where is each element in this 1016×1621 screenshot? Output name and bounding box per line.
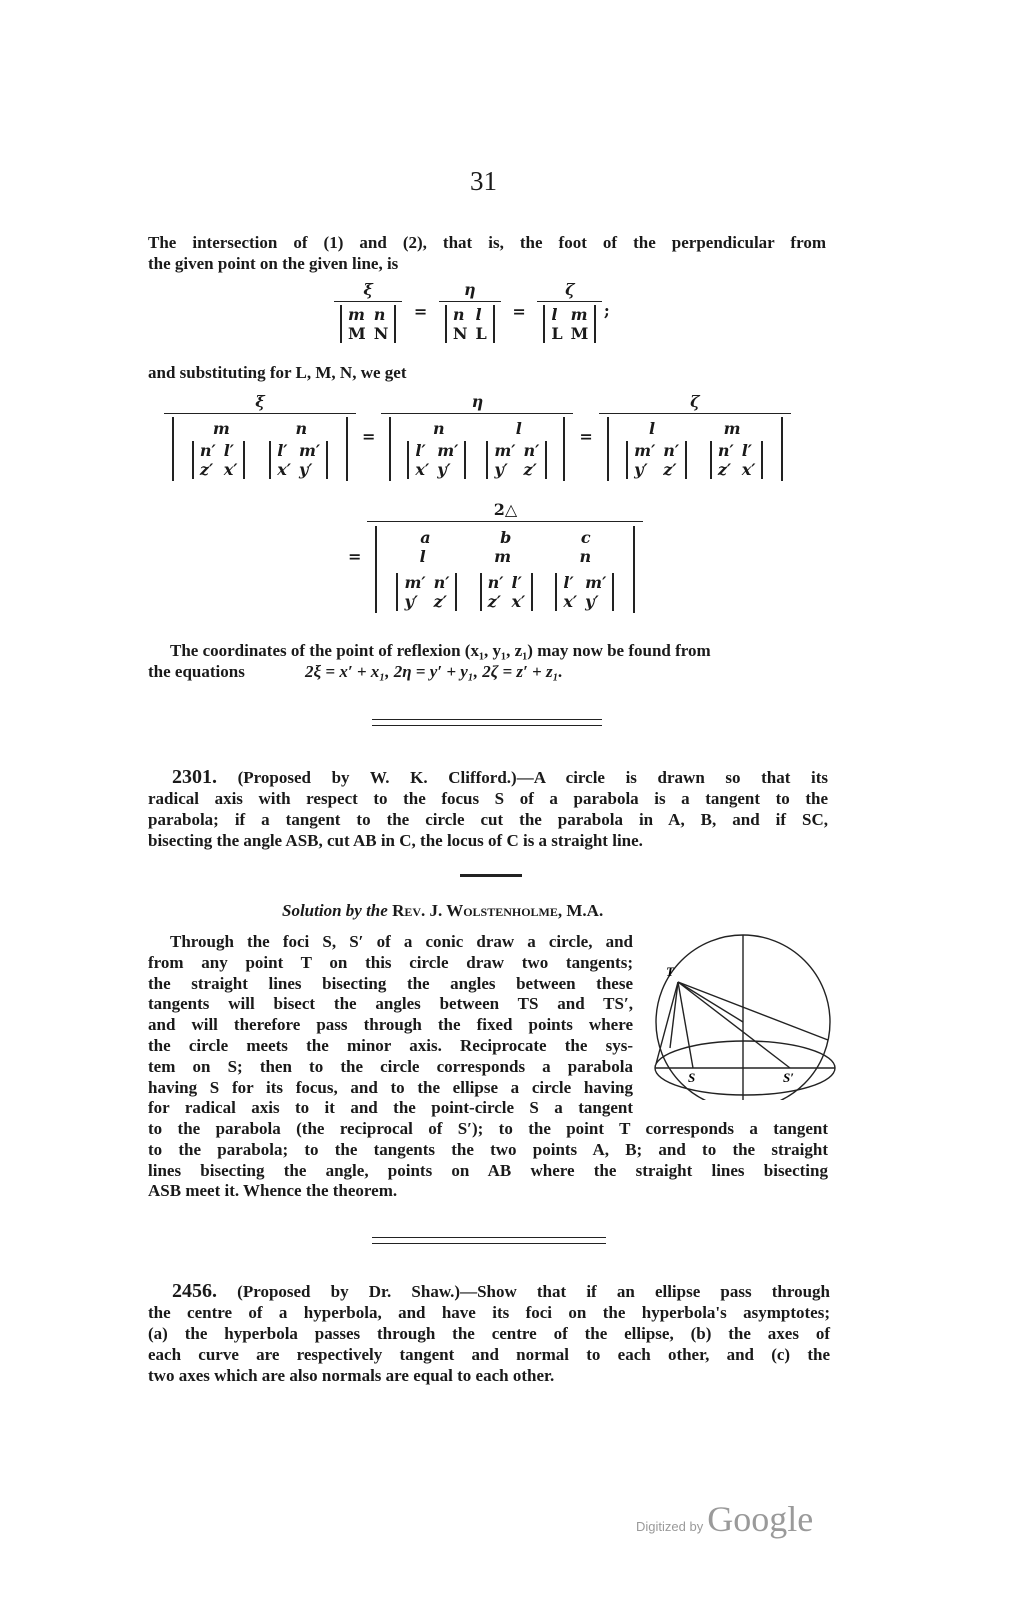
q2456-line: two axes which are also normals are equal to each other. [148, 1366, 555, 1385]
q2301-line: 2301. (Proposed by W. K. Clifford.)—A circle is drawn so that its [172, 766, 829, 788]
solution-line: having S for its focus, and to the ellipse a circle having [148, 1077, 633, 1097]
entry: n′ [433, 573, 450, 592]
figure-label-s: S [688, 1070, 696, 1085]
numerator: ζ [599, 392, 791, 414]
q2301-line: bisecting the angle ASB, cut AB in C, the locus of C is a straight line. [148, 831, 643, 850]
entry: y′ [585, 592, 599, 611]
entry: z′ [663, 460, 677, 479]
entry: y′ [634, 460, 648, 479]
formula-2 [168, 392, 787, 481]
fraction [168, 392, 352, 481]
entry: n′ [717, 441, 734, 460]
q2456-line: the centre of a hyperbola, and have its foci on the hyperbola's asymptotes; [148, 1303, 830, 1322]
short-divider [460, 874, 522, 877]
entry: n′ [199, 441, 216, 460]
solution-line: the circle meets the minor axis. Reciprocate the sys- [148, 1036, 633, 1055]
entry: x′ [563, 592, 578, 611]
entry: l′ [223, 441, 235, 460]
page-number: 31 [470, 166, 497, 196]
entry: m′ [404, 573, 426, 592]
entry: l′ [741, 441, 752, 460]
formula-1: ξ m n M N = η n l N L = ζ l m L M ; [338, 280, 610, 343]
sub-determinant [396, 573, 457, 611]
entry: n [432, 419, 445, 438]
divider [372, 725, 602, 726]
conic-figure [640, 930, 840, 1100]
formula-2-denominator: = 2△ a b c l m n m′ n′ y′ z′ n′ l′ z′ x′ l′ m′ x′ y′ [338, 500, 639, 613]
fraction [385, 392, 569, 481]
determinant [389, 417, 565, 481]
entry: l [649, 419, 656, 438]
sub-determinant [407, 441, 466, 479]
entry: y′ [404, 592, 418, 611]
entry: m′ [585, 573, 607, 592]
entry: y′ [437, 460, 451, 479]
sub-determinant [626, 441, 687, 479]
entry: z′ [523, 460, 537, 479]
numerator: ξ [164, 392, 356, 414]
entry: m′ [437, 441, 459, 460]
figure-label-s-prime: S′ [783, 1070, 794, 1085]
divider [372, 1237, 606, 1238]
entry: m [723, 419, 741, 438]
determinant [172, 417, 348, 481]
sub-determinant [555, 573, 614, 611]
entry: x′ [741, 460, 756, 479]
entry: m′ [494, 441, 516, 460]
fraction [603, 392, 787, 481]
entry: m′ [298, 441, 321, 460]
sub-determinant [486, 441, 547, 479]
divider [372, 719, 602, 720]
sub-determinant [480, 573, 534, 611]
entry: y′ [298, 460, 313, 479]
intro-line: The intersection of (1) and (2), that is, the foot of the perpendicular from [148, 233, 826, 252]
solution-line: ASB meet it. Whence the theorem. [148, 1181, 398, 1201]
determinant [607, 417, 783, 481]
solution-line: lines bisecting the angle, points on AB where the straight lines bisecting [148, 1160, 828, 1180]
solution-line: from any point T on this circle draw two tangents; [148, 952, 633, 972]
entry: z′ [433, 592, 447, 611]
entry: l [515, 419, 522, 438]
entry: z′ [487, 592, 501, 611]
entry: y′ [494, 460, 508, 479]
entry: m′ [634, 441, 656, 460]
entry: n [295, 419, 308, 438]
entry: z′ [717, 460, 732, 479]
solution-line: for radical axis to it and the point-circle S a tangent [148, 1098, 633, 1118]
solution-line: tangents will bisect the angles between TS and TS′, [148, 994, 633, 1014]
solution-line: Through the foci S, S′ of a conic draw a circle, and [170, 932, 633, 951]
entry: x′ [511, 592, 526, 611]
q2301-line: parabola; if a tangent to the circle cut the parabola in A, B, and if SC, [148, 810, 828, 829]
equals-sign: = [579, 427, 593, 446]
solution-line: to the parabola (the reciprocal of S′); to the point T corresponds a tangent [148, 1119, 828, 1138]
entry: x′ [277, 460, 291, 479]
solution-line: to the parabola; to the tangents the two points A, B; and to the straight [148, 1139, 828, 1159]
sub-determinant [192, 441, 246, 479]
solution-line: and will therefore pass through the fixed points where [148, 1015, 633, 1035]
entry: x′ [223, 460, 238, 479]
numerator: η [381, 392, 573, 414]
intro-line: the given point on the given line, is [148, 254, 399, 273]
entry: l′ [511, 573, 522, 592]
entry: m [212, 419, 230, 438]
figure-label-t: T [666, 964, 674, 979]
entry: n′ [523, 441, 540, 460]
substituting-text: and substituting for L, M, N, we get [148, 363, 407, 382]
entry: n′ [487, 573, 504, 592]
entry: n′ [663, 441, 680, 460]
solution-heading: Solution by the Rev. J. Wolstenholme, M.A. [282, 901, 604, 920]
entry: l′ [415, 441, 426, 460]
sub-determinant [269, 441, 328, 479]
divider [372, 1243, 606, 1244]
entry: x′ [415, 460, 430, 479]
q2301-line: radical axis with respect to the focus S of a parabola is a tangent to the [148, 789, 828, 808]
q2456-line: (a) the hyperbola passes through the centre of the ellipse, (b) the axes of [148, 1324, 830, 1343]
coords-lead: the equations [148, 662, 245, 681]
solution-line: the straight lines bisecting the angles between these [148, 973, 633, 993]
coords-equations: 2ξ = x′ + x₁, 2η = y′ + y₁, 2ζ = z′ + z₁. [305, 662, 563, 681]
equals-sign: = [362, 427, 376, 446]
coords-line: The coordinates of the point of reflexion (x₁, y₁, z₁) may now be found from [170, 641, 711, 660]
solution-line: tem on S; then to the circle corresponds a parabola [148, 1056, 633, 1076]
entry: l′ [563, 573, 574, 592]
entry: l′ [277, 441, 288, 460]
q2456-line: 2456. (Proposed by Dr. Shaw.)—Show that if an ellipse pass through [172, 1280, 831, 1302]
q2456-line: each curve are respectively tangent and normal to each other, and (c) the [148, 1345, 830, 1364]
sub-determinant [710, 441, 764, 479]
google-watermark: Digitized by Google [636, 1499, 814, 1539]
entry: z′ [199, 460, 214, 479]
